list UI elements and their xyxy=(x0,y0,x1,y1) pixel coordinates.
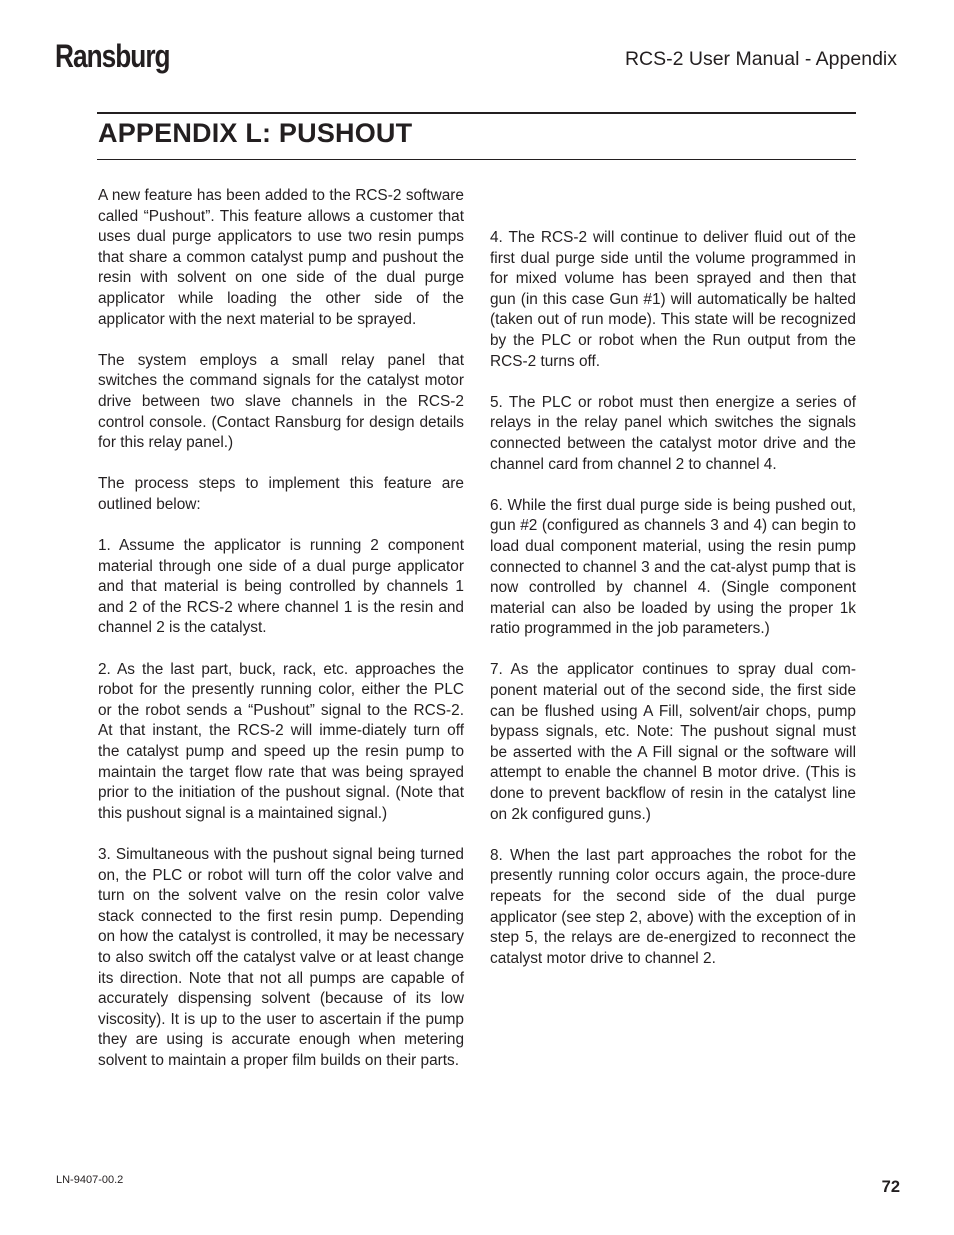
step-8-paragraph: 8. When the last part approaches the robot for the presently running color occurs again, the proce-dure repeats for the second side of the dual purge applicator (see step 2, above) with the exception of in step 5, the relays are de-energized to reconnect the catalyst motor drive to channel 2. xyxy=(490,846,856,967)
step-5-paragraph: 5. The PLC or robot must then energize a series of relays in the relay panel which switches the signals connected between the catalyst motor drive and the channel card from channel 2 to channel 4. xyxy=(490,393,856,473)
step-4-paragraph: 4. The RCS-2 will continue to deliver fluid out of the first dual purge side until the volume programmed in for mixed volume has been sprayed and then that gun (in this case Gun #1) will automatically be halted (taken out of run mode). This state will be recognized by the PLC or robot when the Run output from the RCS-2 turns off. xyxy=(490,229,856,370)
title-rule-bottom xyxy=(97,159,856,160)
brand-logo: Ransburg xyxy=(55,38,170,74)
step-1-paragraph: 1. Assume the applicator is running 2 component material through one side of a dual purge applicator and that material is being controlled by channels 1 and 2 of the RCS-2 where channel 1 is the resin and channel 2 is the catalyst. xyxy=(98,537,464,637)
section-title: APPENDIX L: PUSHOUT xyxy=(98,118,413,148)
page-number: 72 xyxy=(881,1178,900,1196)
document-number: LN-9407-00.2 xyxy=(56,1174,124,1186)
step-3-paragraph: 3. Simultaneous with the pushout signal being turned on, the PLC or robot will turn off the color valve and turn on the solvent valve on the resin color valve stack connected to the first resin pump. Depending on how the catalyst is controlled, it may be necessary to also switch off the catalyst valve or at least change its direction. Note that not all pumps are capable of accurately dispensing solvent (because of its low viscosity). It is up to the user to ascertain if the pump they are using is accurate enough when metering solvent to maintain a proper film builds on their parts. xyxy=(98,846,464,1069)
header-title: RCS-2 User Manual - Appendix xyxy=(624,48,897,70)
step-6-paragraph: 6. While the first dual purge side is being pushed out, gun #2 (configured as channels 3 and 4) can begin to load dual component material, using the resin pump connected to channel 3 and the cat-alyst pump that is now controlled by channel 4. (Single component material can also be loaded by using the proper 1k ratio programmed in the job parameters.) xyxy=(490,496,856,638)
step-7-paragraph: 7. As the applicator continues to spray dual com-ponent material out of the second side, the first side can be flushed using A Fill, solvent/air chops, pump bypass signals, etc. Note: The pushout signal must be asserted with the A Fill signal or the software will attempt to enable the channel B motor drive. (This is done to prevent backflow of resin in the catalyst line on 2k configured guns.) xyxy=(490,661,856,823)
process-steps-intro: The process steps to implement this feature are outlined below: xyxy=(98,475,464,513)
right-column xyxy=(490,228,856,990)
left-column xyxy=(98,186,464,1092)
step-2-paragraph: 2. As the last part, buck, rack, etc. approaches the robot for the presently running color, either the PLC or the robot sends a “Pushout” signal to the RCS-2. At that instant, the RCS-2 will imme-diately turn off the catalyst pump and speed up the resin pump to maintain the target flow rate that was being sprayed prior to the initiation of the pushout signal. (Note that this pushout signal is a maintained signal.) xyxy=(98,660,464,822)
title-rule-top xyxy=(97,112,856,114)
intro-paragraph: A new feature has been added to the RCS-2 software called “Pushout”. This feature allows a customer that uses dual purge applicators to use two resin pumps that share a common catalyst pump and pushout the resin with solvent on one side of the dual purge applicator while loading the other side of the applicator with the next material to be sprayed. xyxy=(98,187,464,328)
relay-panel-paragraph: The system employs a small relay panel that switches the command signals for the catalyst motor drive between two slave channels in the RCS-2 control console. (Contact Ransburg for design details for this relay panel.) xyxy=(98,351,464,452)
